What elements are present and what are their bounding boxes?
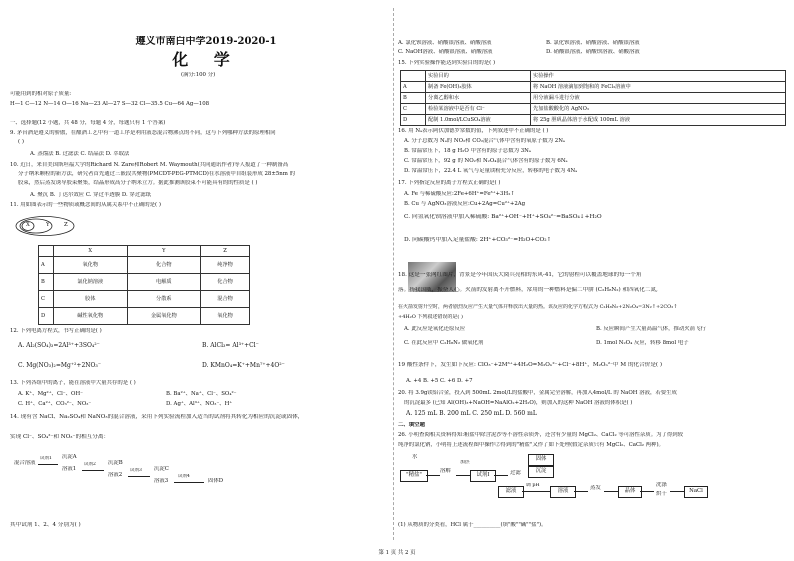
table-cell: 检验某溶液中是否有 Cl⁻ bbox=[426, 104, 531, 115]
question-14-option-d: D. 硝酸银溶液、硝酸钡溶液、硝酸溶液 bbox=[546, 49, 640, 55]
question-10: 10. 近日，来自美国斯坦福大学的Richard N. Zare和Robert M. Waymouth(共同通讯作者)等人报道了一种制备高 bbox=[10, 162, 289, 168]
flow-node: 沉淀A bbox=[62, 454, 77, 460]
table-row bbox=[401, 104, 786, 115]
flow-arrow bbox=[426, 475, 440, 476]
question-17-option-a: A. Fe 与稀硫酸反应:2Fe+6H⁺=Fe³⁺+3H₂↑ bbox=[404, 191, 515, 197]
table-cell: 碱性氧化物 bbox=[54, 308, 128, 325]
venn-label-z: Z bbox=[64, 222, 68, 228]
table-cell: B bbox=[39, 274, 54, 291]
table-header-cell: Y bbox=[127, 246, 201, 257]
flowchart-q14 bbox=[14, 452, 304, 504]
atomic-mass-intro: 可能用到的相对原子质量: bbox=[10, 91, 72, 97]
question-18-option-a: A. 此反应是氧化还原反应 bbox=[404, 326, 466, 332]
flow-node: 沉淀C bbox=[154, 466, 169, 472]
table-cell: 金属氧化物 bbox=[127, 308, 201, 325]
flow-crystal: 晶体 bbox=[618, 486, 642, 498]
question-17-option-b: B. Cu 与 AgNO₃溶液反应:Cu+2Ag=Cu²⁺+2Ag bbox=[404, 201, 526, 207]
table-cell: C bbox=[401, 104, 426, 115]
table-header-row bbox=[401, 71, 786, 82]
question-13-option-d: D. Ag⁺、Al³⁺、NO₃⁻、H⁺ bbox=[166, 401, 233, 407]
question-10-line3: 胶束，然后蒸发诱导胶束聚集，结晶形成高分子纳米立方。据此推测该胶束不可能具有的的性质是 ( ) bbox=[18, 180, 258, 186]
question-12-option-b: B. AlCl₃= Al³⁺+Cl⁻ bbox=[202, 342, 259, 349]
table-header-cell bbox=[39, 246, 54, 257]
table-row bbox=[401, 82, 786, 93]
table-cell: 分散系 bbox=[127, 291, 201, 308]
table-cell: 制备 Fe(OH)₃胶体 bbox=[426, 82, 531, 93]
subject-title: 化 学 bbox=[172, 50, 240, 69]
table-cell: 化合物 bbox=[201, 274, 250, 291]
flow-reagent-1: 试剂Ⅰ bbox=[470, 470, 496, 482]
table-cell: D bbox=[401, 115, 426, 126]
table-header-cell: X bbox=[54, 246, 128, 257]
flow-arrow bbox=[174, 482, 204, 483]
table-cell: 用分液漏斗进行分液 bbox=[531, 93, 786, 104]
section-title: 一、选择题(12 小题，共 48 分，每题 4 分，每题只有 1 个答案) bbox=[10, 120, 166, 126]
table-header-cell: 实验操作 bbox=[531, 71, 786, 82]
flow-reagent-2: 试剂2 bbox=[84, 462, 96, 467]
table-cell: 电解质 bbox=[127, 274, 201, 291]
table-row bbox=[39, 308, 250, 325]
flow-dissolve: 溶解 bbox=[440, 468, 451, 474]
atomic-masses: H—1 C—12 N—14 O—16 Na—23 Al—27 S—32 Cl—35.5 Cu—64 Ag—108 bbox=[10, 101, 210, 107]
flow-node: 溶液2 bbox=[108, 472, 123, 478]
question-11: 11. 用如图表示的一些物质或概念间的从属关系中不正确的是( ) bbox=[10, 202, 161, 208]
question-10-options: A. 聚沉 B. 丁达尔效应 C. 穿过半透膜 D. 穿过滤纸 bbox=[30, 192, 152, 198]
school-title: 遵义市南白中学2019-2020-1 bbox=[135, 36, 277, 47]
table-cell: A bbox=[401, 82, 426, 93]
question-14-line2: 实现 Cl⁻、SO₄²⁻和 NO₃⁻的相互分离： bbox=[10, 434, 110, 440]
question-18-line2: 落。扬我国威，振奋人心。火箭的发射离不开燃料，常用的一种燃料是偏二甲肼 (C₂H₈N₂) 和四氧化二氮, bbox=[398, 287, 658, 293]
flow-filter: 过滤 bbox=[510, 470, 521, 476]
flow-solution: 溶液 bbox=[550, 486, 576, 498]
question-18-option-c: C. 在此反应中 C₂H₈N₂ 做氧化剂 bbox=[404, 340, 484, 346]
table-row bbox=[401, 115, 786, 126]
table-row bbox=[39, 257, 250, 274]
question-18-option-b: B. 反应瞬间产生大量高温气体，推动火箭飞行 bbox=[596, 326, 706, 332]
question-14-option-a: A. 氯化钡溶液、硝酸银溶液、硝酸溶液 bbox=[398, 40, 492, 46]
table-cell: 混合物 bbox=[201, 291, 250, 308]
flow-arrow bbox=[38, 464, 58, 465]
flowchart-q26 bbox=[398, 452, 788, 512]
flow-wash: 洗涤 bbox=[656, 482, 667, 488]
question-15: 15. 下列实验操作能达到实验目的的是( ) bbox=[398, 60, 496, 66]
flow-arrow bbox=[604, 491, 618, 492]
flow-heat: 加热 bbox=[460, 460, 470, 465]
table-q15 bbox=[400, 70, 786, 126]
table-row bbox=[401, 93, 786, 104]
section-title-2: 二、填空题 bbox=[398, 422, 425, 428]
table-header-cell: Z bbox=[201, 246, 250, 257]
question-14-option-b: B. 氯化钡溶液、硝酸溶液、硝酸银溶液 bbox=[546, 40, 640, 46]
table-cell: 氯化钠溶液 bbox=[54, 274, 128, 291]
question-18: 18. 这是一张网红图片，背景是今年国庆大阅兵亮相的东风-41，它的射程可以覆盖地球的每一个角 bbox=[398, 272, 642, 278]
score-note: (满分:100 分) bbox=[181, 72, 216, 78]
table-row bbox=[39, 274, 250, 291]
question-20-line2: 的沉淀最多 (已知 Al(OH)₃+NaOH=NaAlO₂+2H₂O)，则加入的这种 NaOH 溶液的体积是( ) bbox=[404, 400, 633, 406]
flow-reagent-1: 试剂1 bbox=[40, 456, 52, 461]
question-18-line4: +4H₂O 下列叙述错误的是( ) bbox=[398, 314, 463, 320]
flow-jingyan: "精盐" bbox=[400, 470, 428, 482]
venn-label-y: Y bbox=[46, 222, 50, 228]
table-cell: B bbox=[401, 93, 426, 104]
question-20: 20. 将 3.9g镁铝合金，投入到 500mL 2mol/L的盐酸中，金属完全溶解，再加入4mol/L 的 NaOH 溶液，若要生成 bbox=[398, 390, 677, 396]
flow-adjust-ph: 调 pH bbox=[526, 483, 540, 488]
table-cell: 化合物 bbox=[127, 257, 201, 274]
question-18-option-d: D. 1mol N₂O₄ 反应，转移 8mol 电子 bbox=[596, 340, 689, 346]
question-19: 19 酸性条件下，发生如下反应: ClO₃⁻+2M³⁺+4H₂O=M₂Oₙ²⁻+Cl⁻+8H⁺，M₂Oₙ²⁻中 M 的化合价是( ) bbox=[398, 362, 663, 368]
table-row bbox=[39, 291, 250, 308]
question-16-option-a: A. 分子总数为 Nₐ的 NO₂和 CO₂混合气体中含有的氧原子数为 2Nₐ bbox=[404, 138, 566, 144]
question-9: 9. 茅台酒是遵义的骄傲，在酿酒工艺中有一道工序是利用液态混合物沸点的不同，这与下列哪种方法的原理相同 bbox=[10, 130, 276, 136]
flow-arrow bbox=[670, 491, 684, 492]
question-14-ask: 其中试剂 1、2、4 分别为( ) bbox=[10, 522, 81, 528]
table-header-cell bbox=[401, 71, 426, 82]
flow-filtrate: 滤液 bbox=[498, 486, 524, 498]
table-cell: 纯净物 bbox=[201, 257, 250, 274]
flow-start: 混合溶液 bbox=[14, 460, 36, 466]
table-cell: 将 NaOH 溶液滴加到饱和的 FeCl₃溶液中 bbox=[531, 82, 786, 93]
question-16-option-d: D. 常温常压下，22.4 L 氧气与足量镁粉充分反应，转移的电子数为 4Nₐ bbox=[404, 168, 578, 174]
flow-arrow bbox=[522, 491, 550, 492]
question-12-option-a: A. Al₂(SO₄)₃=2Al³⁺+3SO₄²⁻ bbox=[18, 342, 100, 349]
flow-node: 溶液3 bbox=[154, 478, 169, 484]
table-cell: 氧化物 bbox=[54, 257, 128, 274]
question-14-option-c: C. NaOH溶液、硝酸银溶液、硝酸溶液 bbox=[398, 49, 493, 55]
flow-solid: 固体 bbox=[528, 454, 554, 466]
table-cell: 分离乙醇和水 bbox=[426, 93, 531, 104]
flow-nacl: NaCl bbox=[684, 486, 708, 498]
question-16-option-c: C. 常温常压下，92 g 的 NO₂和 N₂O₄混合气体含有的原子数为 6Nₐ bbox=[404, 158, 568, 164]
flow-node: 固体D bbox=[208, 478, 224, 484]
table-header-row bbox=[39, 246, 250, 257]
question-13: 13. 下列各组中的离子，能在溶液中大量共存的是 ( ) bbox=[10, 380, 136, 386]
table-q11 bbox=[38, 245, 250, 325]
question-18-line3: 在火箭发射升空时，两者剧烈反应产生大量气体并释放出大量的热。该反应的化学方程式为 C₂H₈N₂+2N₂O₄=3N₂↑+2CO₂↑ bbox=[398, 304, 678, 310]
question-26-part1: (1) 从物质的分类看，HCl 属于__________(填"酸""碱""盐")。 bbox=[398, 522, 547, 528]
question-17-option-d: D. 向碳酸钙中加入足量盐酸: 2H⁺+CO₃²⁻=H₂O+CO₂↑ bbox=[404, 237, 552, 243]
question-17: 17. 下列指定反应的离子方程式正确的是( ) bbox=[398, 180, 501, 186]
question-10-line2: 分子纳米颗粒的新方法，研究者首先通过三嵌段共聚物(PMCDT-PEG-PTMCD)在水溶液中自组装形成 28±5nm 的 bbox=[18, 171, 295, 177]
flow-dry: 烘干 bbox=[656, 491, 667, 497]
question-9-options: A. 蒸馏法 B. 过滤法 C. 结晶法 D. 萃取法 bbox=[30, 151, 130, 157]
flow-precipitate: 沉淀 bbox=[528, 466, 554, 478]
flow-water-label: 水 bbox=[412, 454, 418, 460]
table-cell: 胶体 bbox=[54, 291, 128, 308]
column-divider bbox=[393, 8, 394, 540]
flow-node: 溶液1 bbox=[62, 466, 77, 472]
flow-arrow bbox=[128, 476, 150, 477]
question-16-option-b: B. 常温常压下，18 g H₂O 中含有的原子总数为 3Nₐ bbox=[404, 148, 531, 154]
flow-evaporate: 蒸发 bbox=[590, 485, 601, 491]
question-12: 12. 下列电离方程式，书写正确的是( ) bbox=[10, 328, 102, 334]
question-16: 16. 用 Nₐ表示阿伏加德罗常数的值，下列叙述中不正确的是 ( ) bbox=[398, 128, 549, 134]
table-cell: 将 25g 胆矾晶体溶于水配成 100mL 溶液 bbox=[531, 115, 786, 126]
flow-arrow bbox=[574, 491, 588, 492]
question-13-option-b: B. Ba²⁺、Na⁺、Cl⁻、SO₄²⁻ bbox=[166, 391, 237, 397]
table-cell: D bbox=[39, 308, 54, 325]
venn-label-x: X bbox=[26, 222, 30, 228]
question-20-options: A. 125 mL B. 200 mL C. 250 mL D. 560 mL bbox=[406, 410, 537, 417]
question-26: 26. 小明查阅相关资料得知:粗盐中除含泥沙等不溶性杂质外，还含有少量的 MgCl₂、CaCl₂ 等可溶性杂质。为了得到较 bbox=[398, 432, 684, 438]
table-cell: 先加盐酸酸化的 AgNO₃ bbox=[531, 104, 786, 115]
question-13-option-c: C. H⁺、Ca²⁺、CO₃²⁻、NO₃⁻ bbox=[18, 401, 92, 407]
question-17-option-c: C. 向氢氧化钡溶液中加入稀硫酸: Ba²⁺+OH⁻+H⁺+SO₄²⁻=BaSO₄↓+H₂O bbox=[404, 214, 602, 220]
question-9-bracket: ( ) bbox=[18, 139, 24, 145]
question-19-options: A. +4 B. +5 C. +6 D. +7 bbox=[406, 378, 473, 384]
question-14: 14. 现有含 NaCl、Na₂SO₄和 NaNO₃的混合溶液，采用下列实验流程加入适当的试剂将其转化为相应的沉淀或固体， bbox=[10, 414, 304, 420]
table-cell: 氧化物 bbox=[201, 308, 250, 325]
question-26-line2: 纯净的氯化钠，小明将上述流程图中操作②得到的"精盐"又作了如下处理(假定杂质只有 MgCl₂、CaCl₂ 两种)。 bbox=[398, 442, 664, 448]
flow-reagent-3: 试剂3 bbox=[130, 468, 142, 473]
flow-arrow bbox=[456, 475, 470, 476]
question-13-option-a: A. K⁺、Mg²⁺、Cl⁻、OH⁻ bbox=[18, 391, 84, 397]
question-12-option-c: C. Mg(NO₃)₂=Mg⁺²+2NO₃⁻ bbox=[18, 362, 102, 369]
page-footer: 第 1 页 共 2 页 bbox=[378, 550, 416, 556]
flow-arrow bbox=[494, 475, 508, 476]
table-header-cell: 实验目的 bbox=[426, 71, 531, 82]
flow-reagent-4: 试剂4 bbox=[178, 474, 190, 479]
table-cell: A bbox=[39, 257, 54, 274]
table-cell: 配制 1.0mol/LCuSO₄溶液 bbox=[426, 115, 531, 126]
flow-arrow bbox=[640, 491, 654, 492]
flow-arrow bbox=[82, 470, 104, 471]
flow-node: 沉淀B bbox=[108, 460, 123, 466]
table-cell: C bbox=[39, 291, 54, 308]
question-12-option-d: D. KMnO₄=K⁺+Mn⁷⁺+4O²⁻ bbox=[202, 362, 285, 369]
